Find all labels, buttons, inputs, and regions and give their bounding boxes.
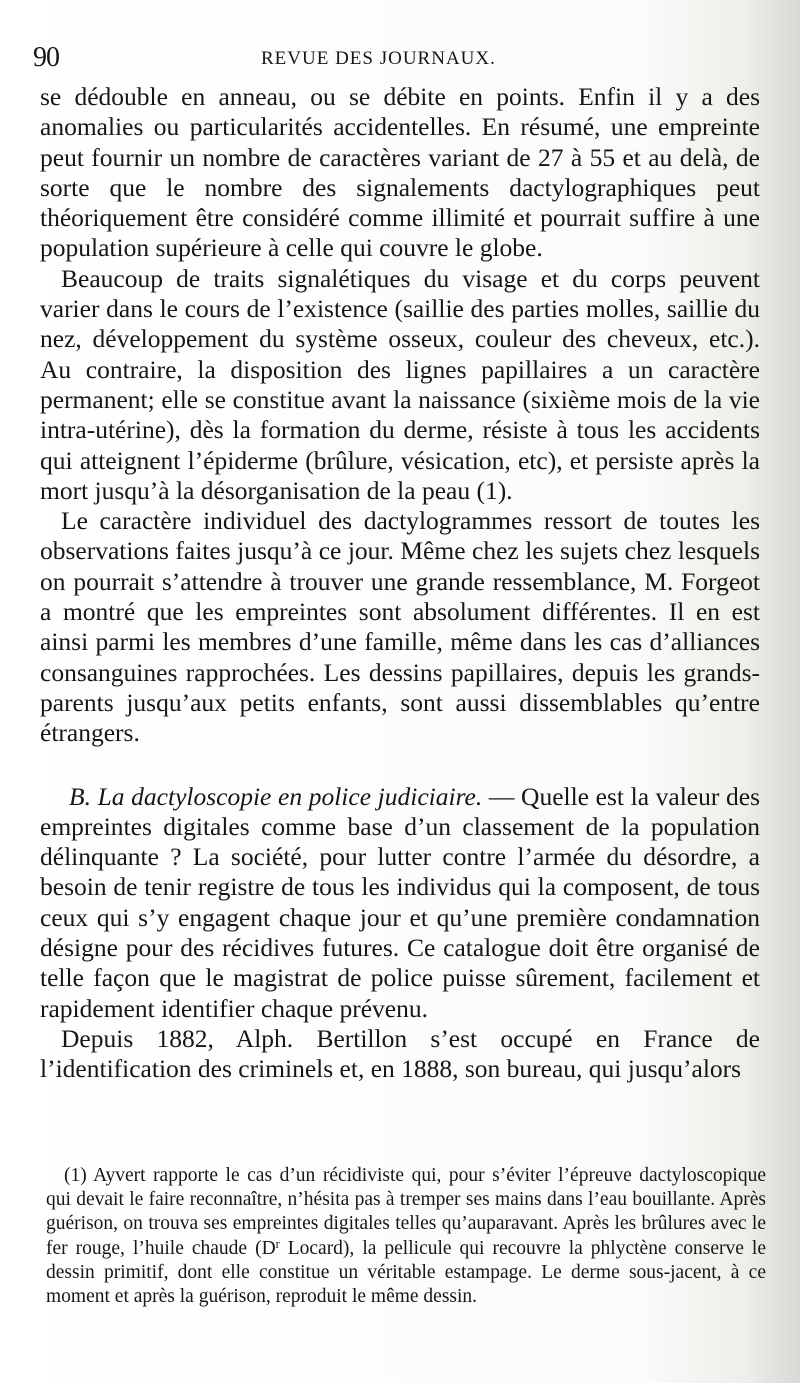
paragraph-bertillon: Depuis 1882, Alph. Bertillon s’est occupé en France de l’identification des criminels et, en 1888, son bureau, qui jusqu’alors bbox=[40, 1023, 760, 1084]
page-number: 90 bbox=[33, 42, 59, 73]
section-b-text: — Quelle est la valeur des empreintes digitales comme base d’un classement de la population délinquante ? La société, pour lutter contre l’armée du désordre, a besoin de tenir registre de tous les individus qui la composent, de tous ceux qui s’y engagent chaque jour et qu’une première condamnation désigne pour des récidives futures. Ce catalogue doit être organisé de telle façon que le magistrat de police puisse sûrement, facilement et rapidement identifier chaque prévenu. bbox=[40, 781, 760, 1023]
running-title: REVUE DES JOURNAUX. bbox=[261, 48, 496, 69]
paragraph-traits-signaletiques: Beaucoup de traits signalétiques du visage et du corps peuvent varier dans le cours de l’existence (saillie des parties molles, saillie du nez, développement du système osseux, couleur des cheveux, etc.). Au contraire, la disposition des lignes papillaires a un caractère permanent; elle se constitue avant la naissance (sixième mois de la vie intra-utérine), dès la formation du derme, résiste à tous les accidents qui atteignent l’épiderme (brûlure, vésication, etc), et persiste après la mort jusqu’à la désorganisation de la peau (1). bbox=[40, 263, 760, 505]
footnote-text-end: Locard), la pellicule qui recouvre la phlyctène conserve le dessin primitif, dont elle constitue un véritable estampage. Le derme sous-jacent, à ce moment et après la guérison, reproduit le même dessin. bbox=[46, 1237, 766, 1308]
footnote-superscript: r bbox=[275, 1236, 280, 1251]
footnote-text bbox=[46, 1164, 766, 1309]
footnote bbox=[46, 1164, 766, 1309]
section-b-heading: B. La dactyloscopie en police judiciaire. bbox=[69, 781, 483, 811]
section-b-paragraph bbox=[40, 782, 760, 1024]
page-header bbox=[33, 42, 753, 78]
body-text bbox=[40, 82, 760, 1085]
paragraph-caractere-individuel: Le caractère individuel des dactylogrammes ressort de toutes les observations faites jusqu’à ce jour. Même chez les sujets chez lesquels on pourrait s’attendre à trouver une grande ressemblance, M. Forgeot a montré que les empreintes sont absolument différentes. Il en est ainsi parmi les membres d’une famille, même dans les cas d’alliances consanguines rapprochées. Les dessins papillaires, depuis les grands-parents jusqu’aux petits enfants, sont aussi dissemblables qu’entre étrangers. bbox=[40, 506, 760, 748]
footnote-text-start: (1) Ayvert rapporte le cas d’un récidiviste qui, pour s’éviter l’épreuve dactyloscopique qui devait le faire reconnaître, n’hésita pas à tremper ses mains dans l’eau bouillante. Après guérison, on trouva ses empreintes digitales telles qu’auparavant. Après les brûlures avec le fer rouge, l’huile chaude (D bbox=[46, 1165, 766, 1259]
paragraph-continued: se dédouble en anneau, ou se débite en points. Enfin il y a des anomalies ou particularités accidentelles. En résumé, une empreinte peut fournir un nombre de caractères variant de 27 à 55 et au delà, de sorte que le nombre des signalements dactylographiques peut théoriquement être considéré comme illimité et pourrait suffire à une population supérieure à celle qui couvre le globe. bbox=[40, 82, 760, 263]
